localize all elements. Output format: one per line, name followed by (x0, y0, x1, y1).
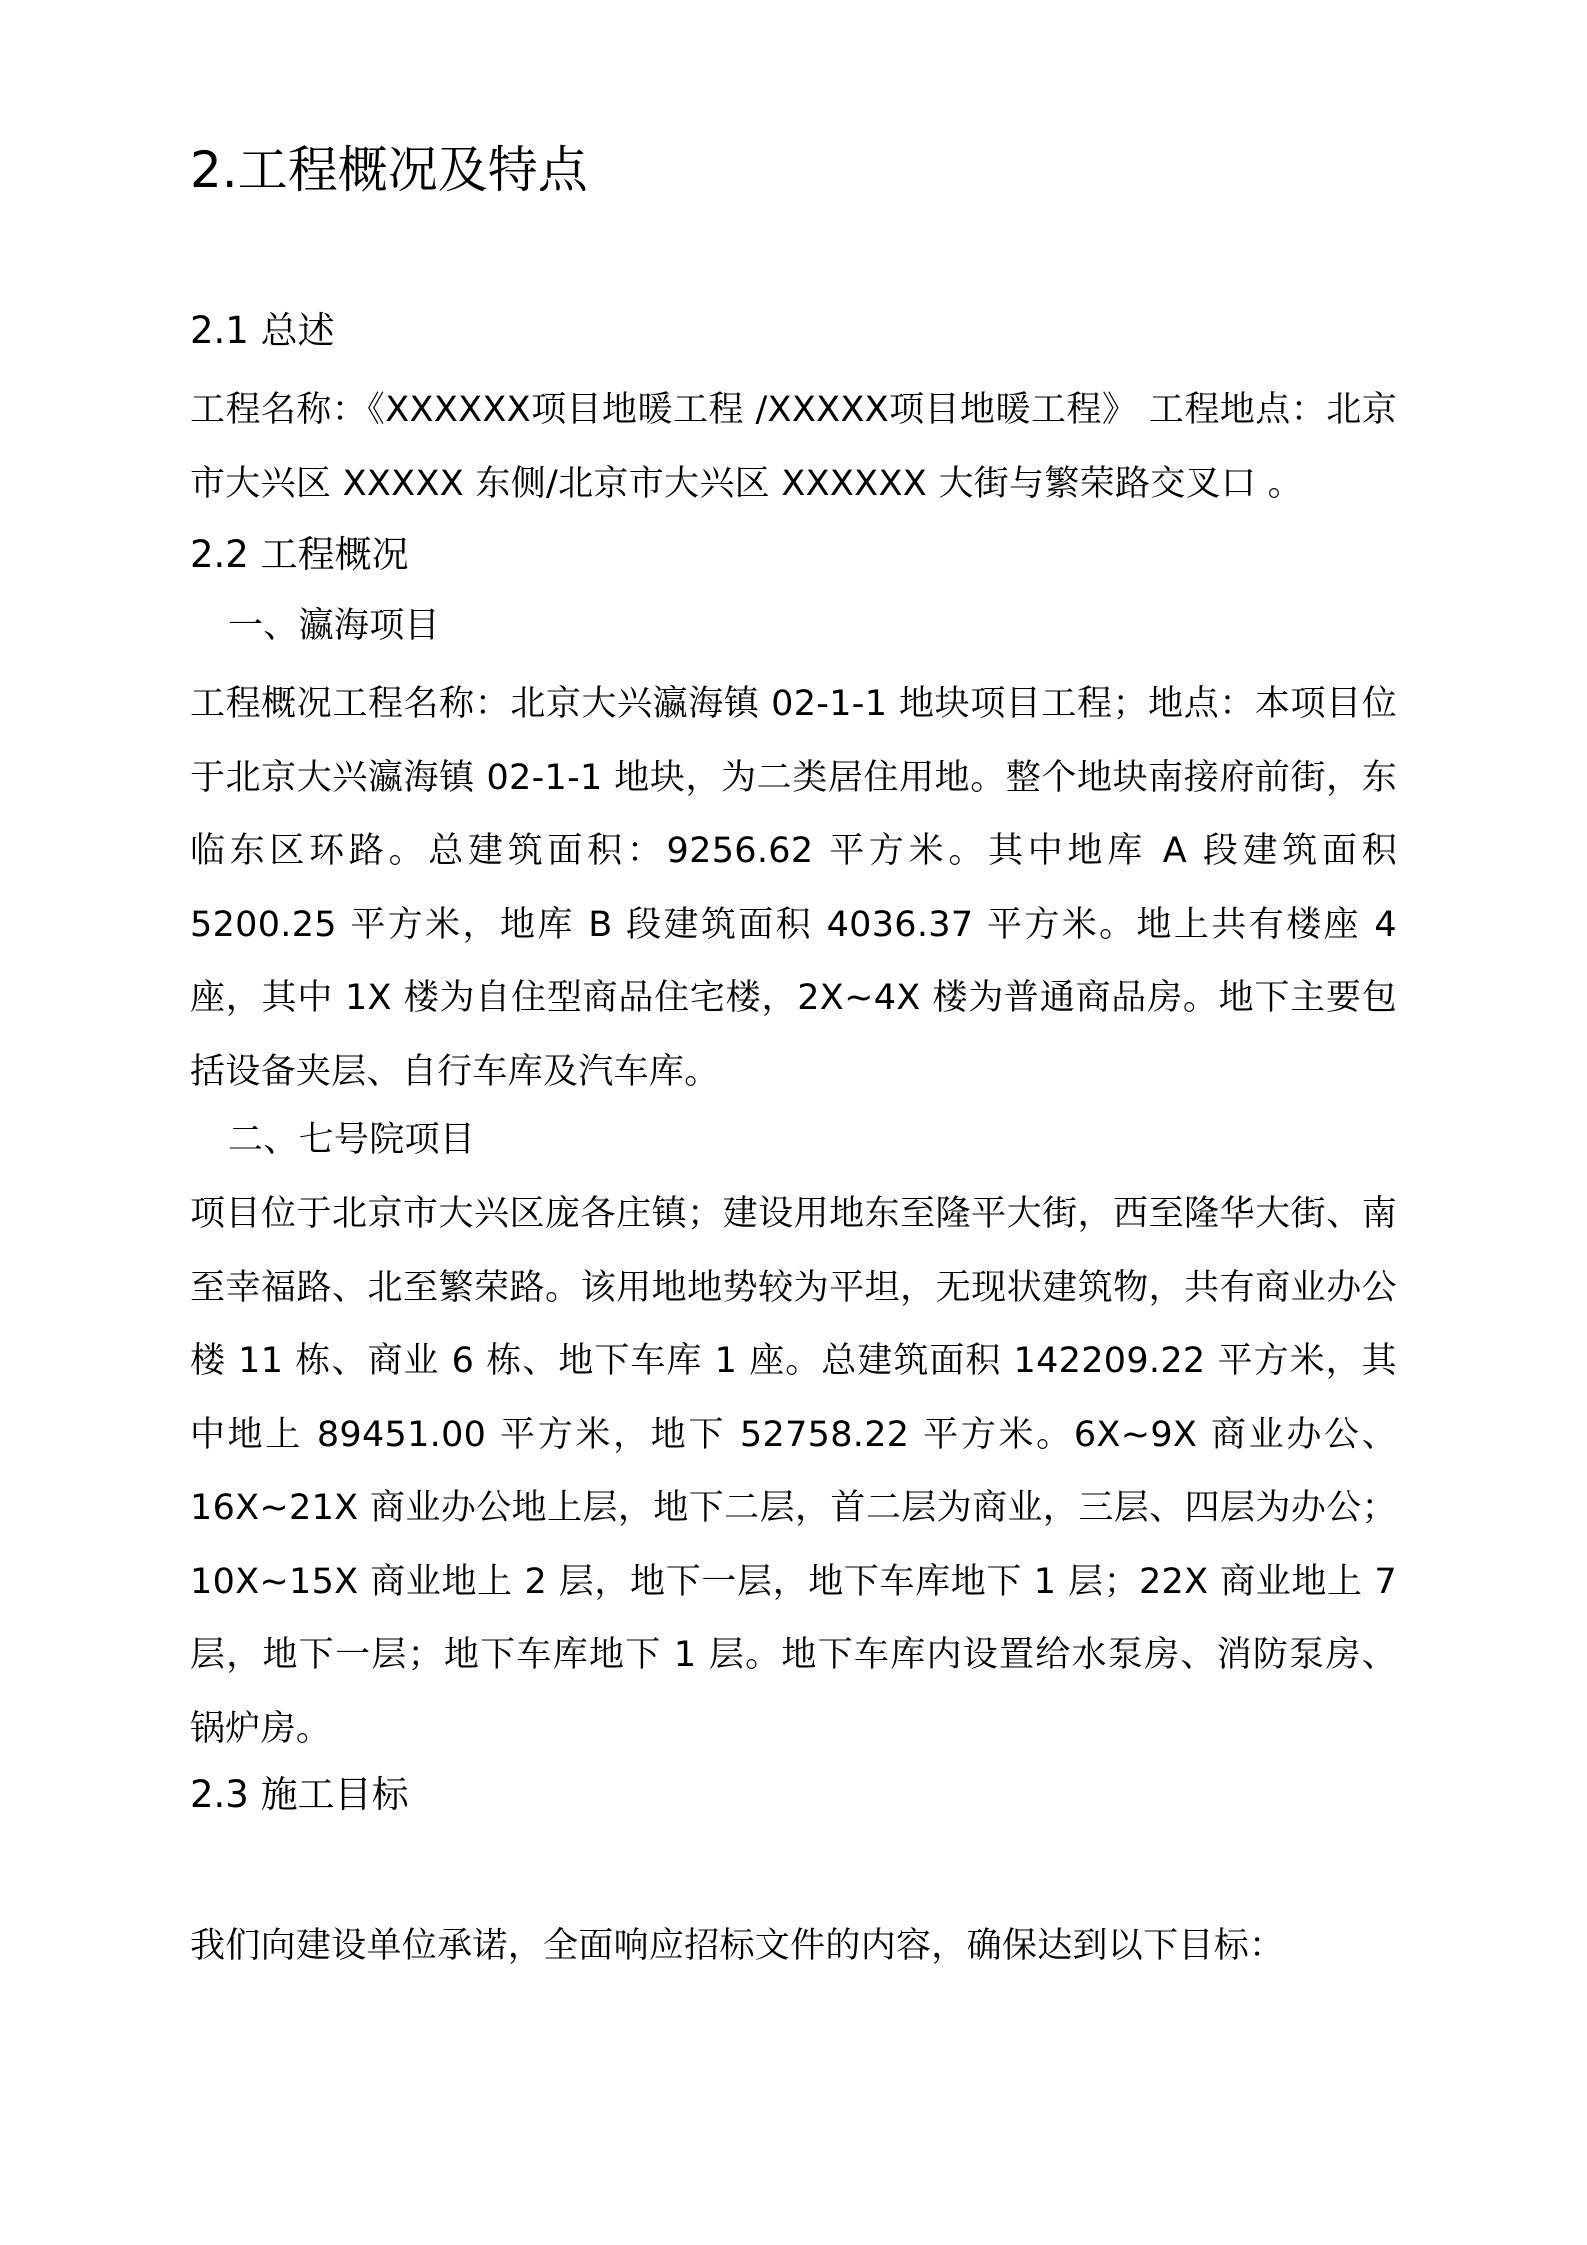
paragraph-2-1: 工程名称：《XXXXXX项目地暖工程 /XXXXX项目地暖工程》 工程地点：北京市大兴区 XXXXX 东侧/北京市大兴区 XXXXXX 大街与繁荣路交叉口 。 (190, 390, 1397, 504)
heading-2-1: 2.1 总述 (190, 309, 335, 352)
project-1-paragraph: 工程概况工程名称：北京大兴瀛海镇 02-1-1 地块项目工程；地点：本项目位于北京大兴瀛海镇 02-1-1 地块，为二类居住用地。整个地块南接府前街，东临东区环路。总建筑面积：9256.62 平方米。其中地库 A 段建筑面积 5200.25 平方米，地库 B 段建筑面积 4036.37 平方米。地上共有楼座 4 座，其中 1X 楼为自住型商品住宅楼，2X~4X 楼为普通商品房。地下主要包括设备夹层、自行车库及汽车库。 (190, 684, 1397, 1092)
paragraph-2-3: 我们向建设单位承诺，全面响应招标文件的内容，确保达到以下目标： (190, 1926, 1285, 1966)
heading-2-3: 2.3 施工目标 (190, 1773, 409, 1816)
project-1-title: 一、瀛海项目 (228, 606, 440, 646)
heading-2-2: 2.2 工程概况 (190, 533, 409, 576)
project-2-title: 二、七号院项目 (228, 1120, 476, 1160)
project-2-paragraph: 项目位于北京市大兴区庞各庄镇；建设用地东至隆平大街，西至隆华大街、南至幸福路、北至繁荣路。该用地地势较为平坦，无现状建筑物，共有商业办公楼 11 栋、商业 6 栋、地下车库 1 座。总建筑面积 142209.22 平方米，其中地上 89451.00 平方米，地下 52758.22 平方米。6X~9X 商业办公、16X~21X 商业办公地上层，地下二层，首二层为商业，三层、四层为办公；10X~15X 商业地上 2 层，地下一层，地下车库地下 1 层；22X 商业地上 7 层，地下一层；地下车库地下 1 层。地下车库内设置给水泵房、消防泵房、锅炉房。 (190, 1194, 1397, 1749)
section-title: 2.工程概况及特点 (190, 141, 588, 199)
